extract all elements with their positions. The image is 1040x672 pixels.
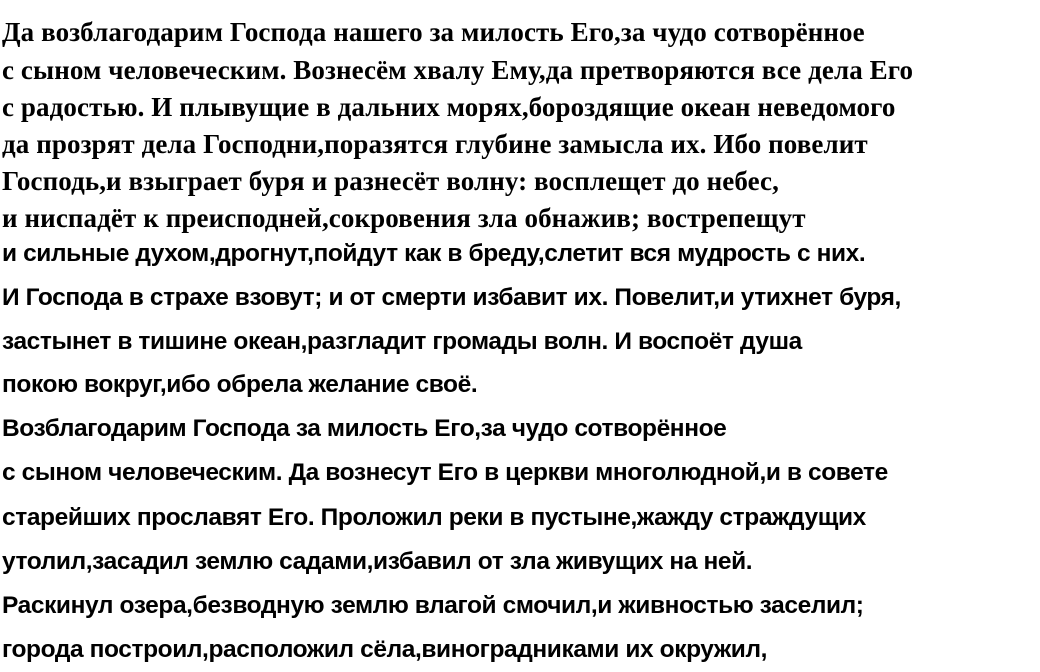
text-line: да прозрят дела Господни,поразятся глубине замысла их. Ибо повелит (2, 129, 868, 159)
text-line: Господь,и взыграет буря и разнесёт волну: восплещет до небес, (2, 166, 779, 196)
text-line: с сыном человеческим. Да вознесут Его в церкви многолюдной,и в совете (2, 459, 888, 486)
text-line: застынет в тишине океан,разгладит громады волн. И воспоёт душа (2, 328, 802, 355)
text-line: утолил,засадил землю садами,избавил от зла живущих на ней. (2, 548, 753, 575)
text-line: и сильные духом,дрогнут,пойдут как в бреду,слетит вся мудрость с них. (2, 240, 866, 267)
text-line: Да возблагодарим Господа нашего за милость Его,за чудо сотворённое (2, 17, 865, 47)
text-line: старейших прославят Его. Проложил реки в пустыне,жажду страждущих (2, 504, 866, 531)
text-line: покою вокруг,ибо обрела желание своё. (2, 371, 478, 398)
text-line: Раскинул озера,безводную землю влагой смочил,и живностью заселил; (2, 592, 864, 619)
text-line: города построил,расположил сёла,виноградниками их окружил, (2, 636, 768, 663)
text-line: с радостью. И плывущие в дальних морях,бороздящие океан неведомого (2, 92, 896, 122)
text-line: и ниспадёт к преисподней,сокровения зла обнажив; вострепещут (2, 203, 806, 233)
text-line: И Господа в страхе взовут; и от смерти избавит их. Повелит,и утихнет буря, (2, 284, 901, 311)
text-line: Возблагодарим Господа за милость Его,за чудо сотворённое (2, 415, 727, 442)
text-line: с сыном человеческим. Вознесём хвалу Ему,да претворяются все дела Его (2, 55, 914, 85)
